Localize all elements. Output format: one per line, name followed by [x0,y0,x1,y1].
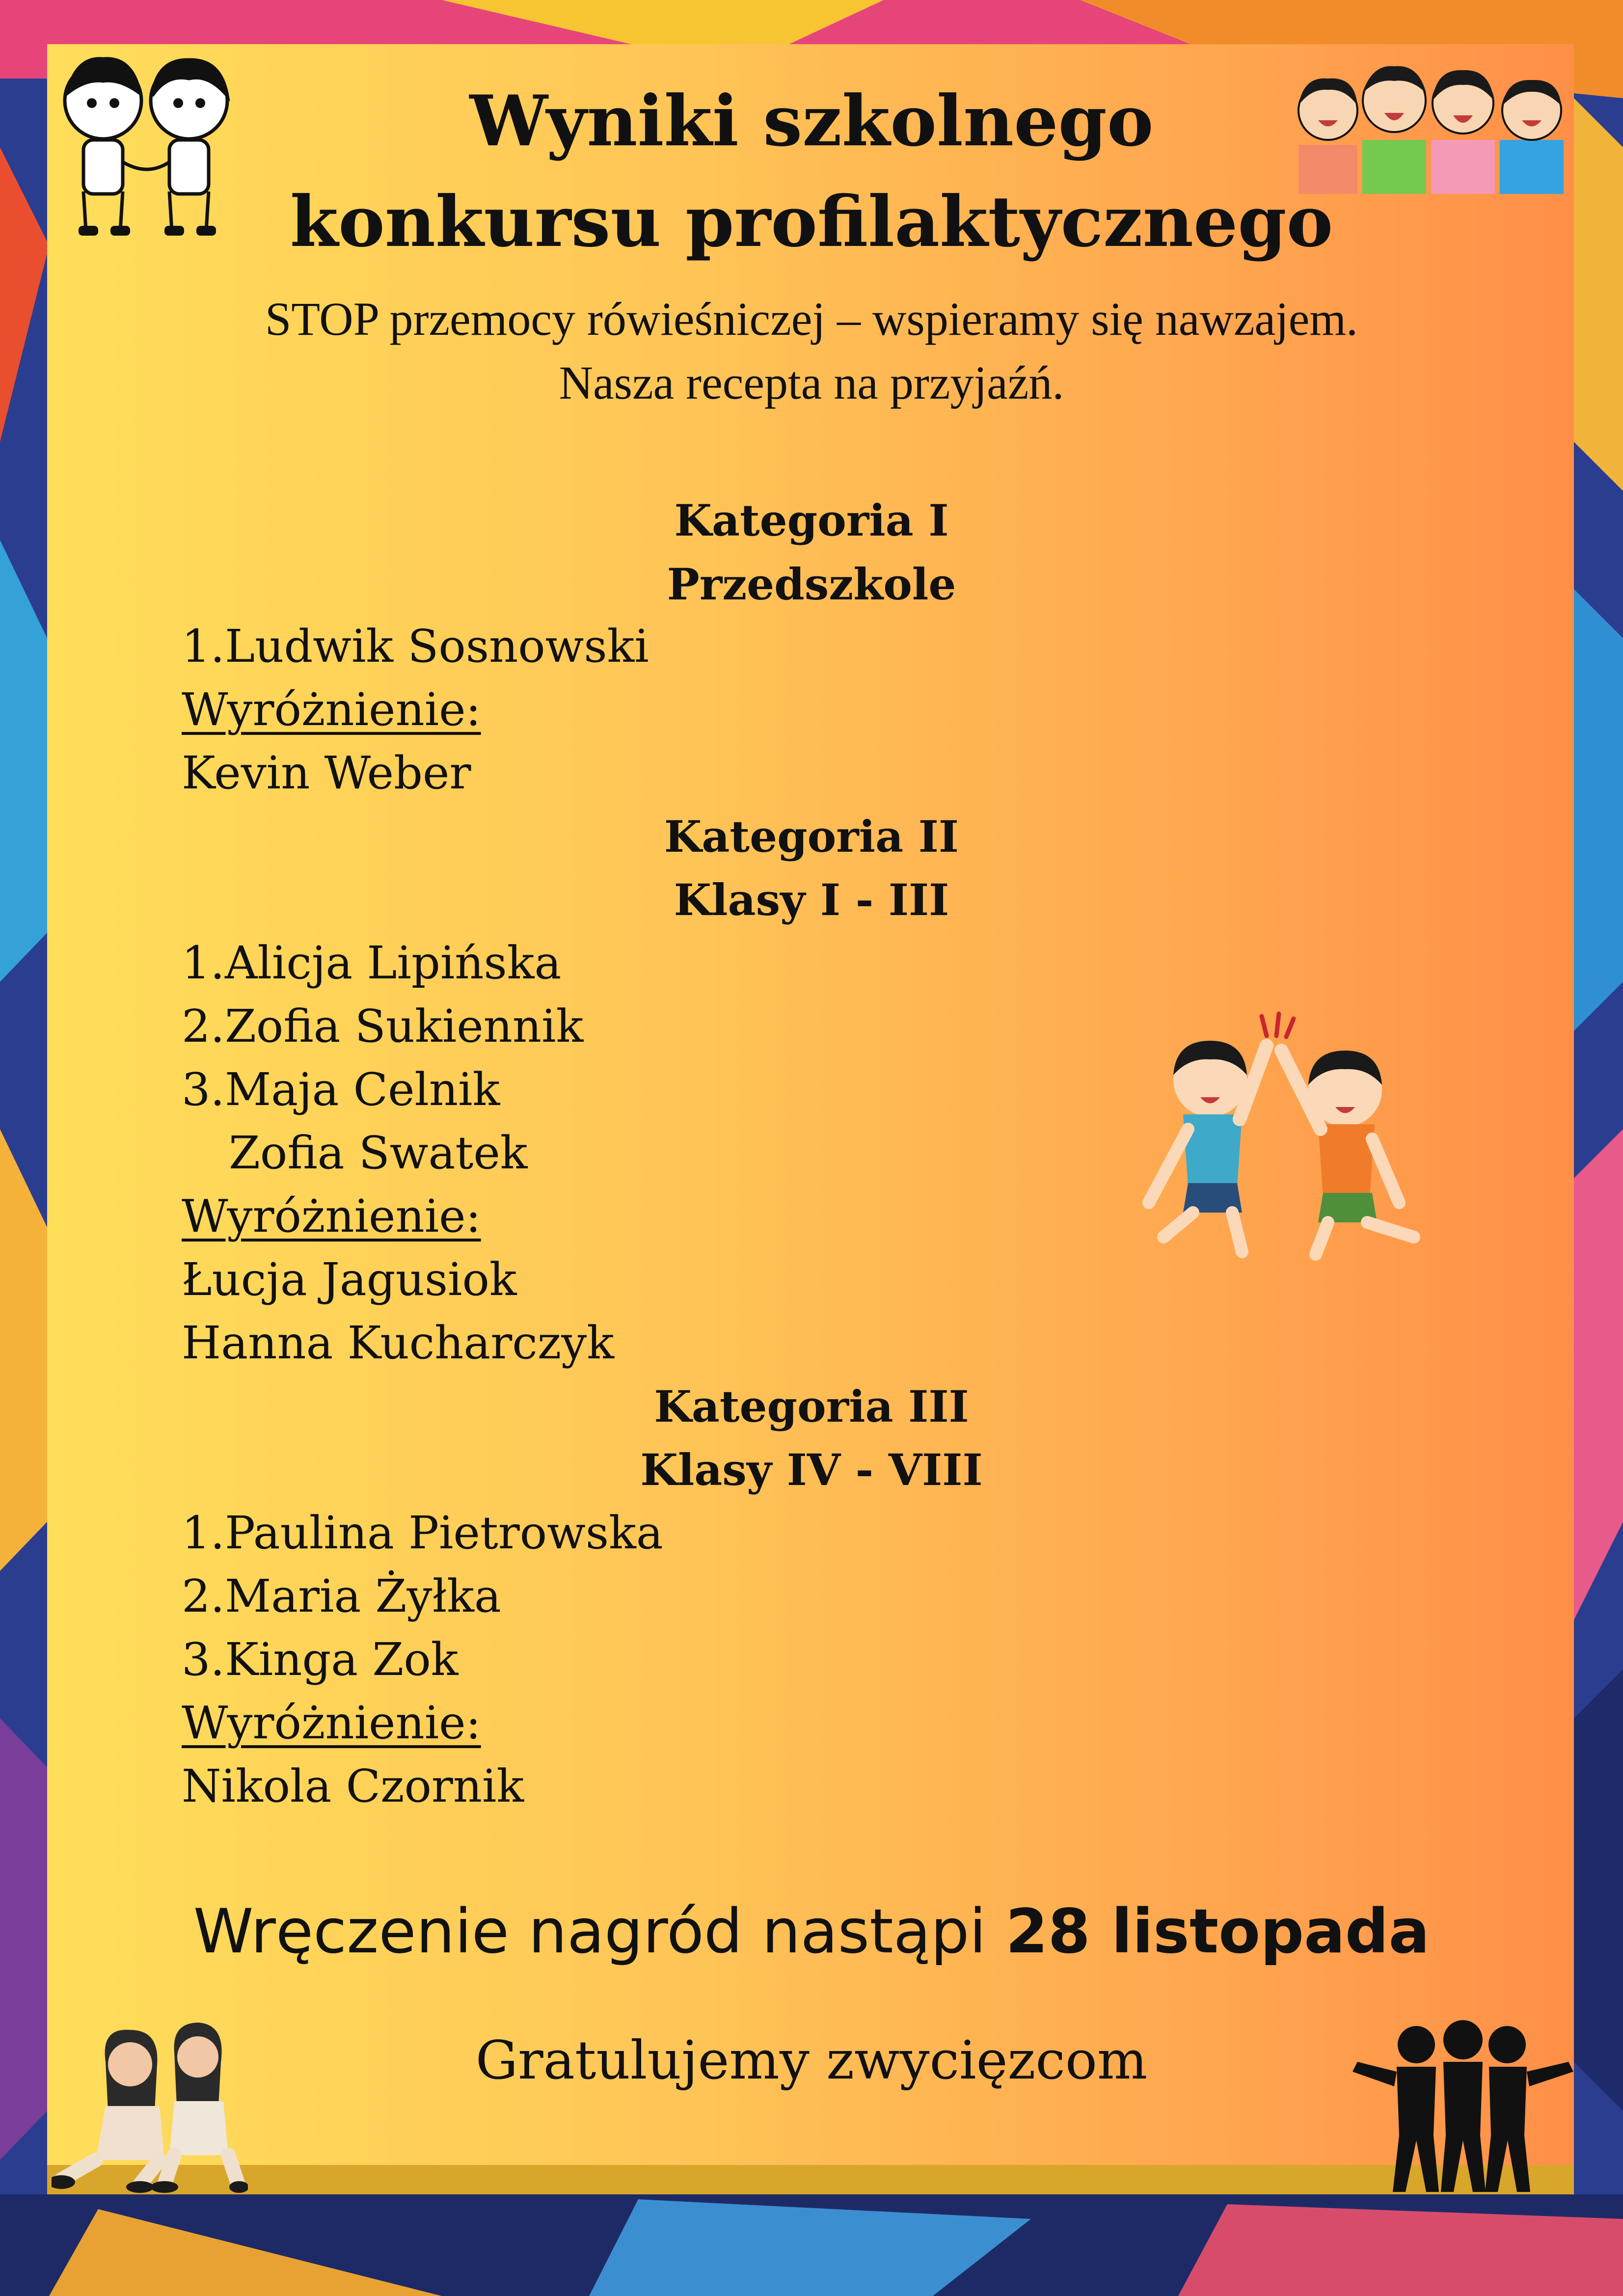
category-2-heading: Kategoria II [664,811,959,862]
group-silhouette-icon [1348,2018,1578,2194]
distinction-name: Łucja Jagusiok [182,1253,517,1306]
winner-name: Zofia Sukiennik [225,1000,584,1053]
rank-number: 3. [182,1633,225,1686]
category-1-group: Przedszkole [667,559,956,610]
subtitle-line-1: STOP przemocy rówieśniczej – wspieramy się nawzajem. [265,293,1358,345]
subtitle [0,287,1623,415]
winner-name: Kinga Zok [225,1633,459,1686]
title-line-1: Wyniki szkolnego [469,81,1154,162]
winner-name: Alicja Lipińska [225,937,562,989]
title-line-2: konkursu profilaktycznego [290,181,1333,263]
category-3-group: Klasy IV - VIII [640,1444,983,1495]
high-five-boys-icon [1119,1006,1438,1262]
rank-number: 1. [182,620,225,673]
card-bottom-strip [47,2165,1574,2194]
rank-number: 1. [182,937,225,989]
prize-date: 28 listopada [1005,1896,1430,1967]
rank-number: 2. [182,1000,225,1053]
prize-text: Wręczenie nagród nastąpi [193,1896,1006,1967]
page-title [0,71,1623,272]
two-girls-sitting-icon [52,2018,248,2194]
list-item [229,1121,528,1185]
list-item [182,1565,501,1628]
list-item [182,995,583,1058]
distinction-label: Wyróżnienie: [182,1697,481,1749]
prize-announcement [0,1895,1623,1969]
winner-name: Zofia Swatek [229,1127,528,1179]
distinction-name: Kevin Weber [182,747,471,799]
rank-number: 2. [182,1570,225,1622]
distinction-label: Wyróżnienie: [182,683,481,736]
rank-number: 1. [182,1507,225,1559]
category-1-heading: Kategoria I [674,495,949,546]
congratulations-text: Gratulujemy zwycięzcom [475,2030,1148,2091]
distinction-label: Wyróżnienie: [182,1190,481,1243]
category-2-group: Klasy I - III [674,874,949,925]
rank-number: 3. [182,1063,225,1116]
list-item [182,1628,458,1692]
winner-name: Ludwik Sosnowski [225,620,649,673]
category-3-heading: Kategoria III [654,1381,969,1432]
winner-name: Maja Celnik [225,1063,500,1116]
list-item [182,615,649,678]
list-item [182,931,561,995]
distinction-name: Hanna Kucharczyk [182,1317,614,1369]
winner-name: Paulina Pietrowska [225,1507,663,1559]
list-item [182,1501,663,1565]
winner-name: Maria Żyłka [225,1570,501,1622]
list-item [182,1058,500,1122]
distinction-name: Nikola Czornik [182,1760,524,1812]
subtitle-line-2: Nasza recepta na przyjaźń. [559,356,1064,409]
